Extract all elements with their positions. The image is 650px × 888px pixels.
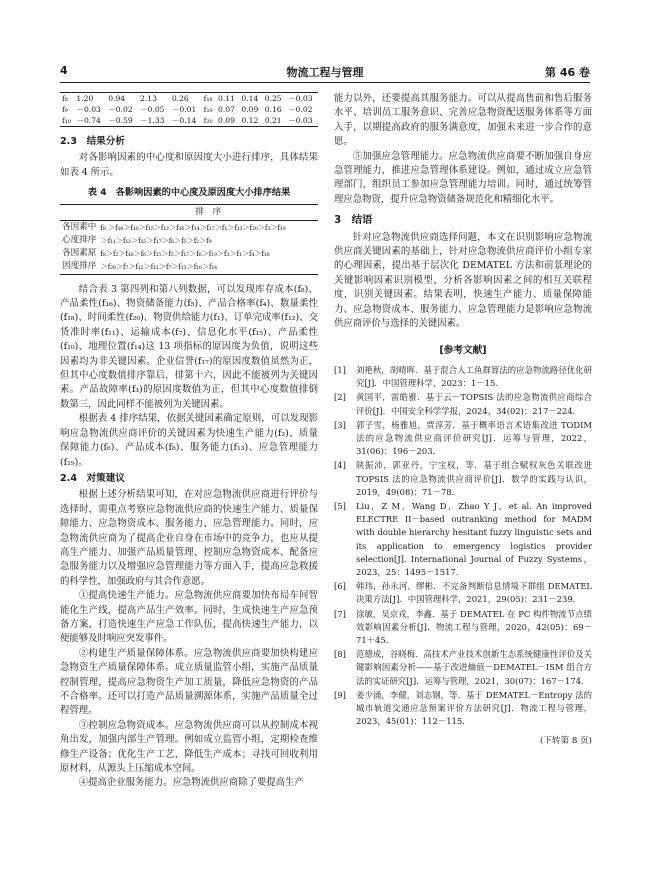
row-label: 各因素原 [62, 248, 97, 259]
reference-item [334, 608, 592, 648]
table-row [60, 93, 318, 105]
table-cell: －1.33 [138, 115, 170, 127]
table-cell: 1.20 [74, 93, 106, 105]
section-3-heading: 3 结语 [334, 214, 373, 227]
table-cell: －0.03 [76, 105, 101, 114]
ranking-sequence: ＞f₁₁＞f₁₂＞f₁₅＞f₁₇＞f₆＞f₅＞f₂＞f₉ [100, 236, 212, 246]
ranking-sequence: ＞f₂₀＞f₇＞f₁₂＞f₁₁＞f₇＞f₁₃＞f₁₀＞f₁₄ [98, 260, 318, 274]
table-cell: 0.14 [239, 93, 262, 105]
table-4-caption: 表 4 各影响因素的中心度及原因度大小排序结果 [87, 187, 291, 199]
table-cell: －0.03 [286, 93, 318, 105]
reference-item [334, 689, 592, 729]
table-cell: －0.59 [106, 115, 138, 127]
left-column [60, 92, 318, 791]
table-cell: 0.94 [106, 93, 138, 105]
row-label: 各因素中 [62, 221, 97, 232]
table-cell: f₉ [62, 105, 68, 114]
reference-number: [1] [334, 364, 346, 375]
paragraph: 根据上述分析结果可知，在对应急物流供应商进行评价与选择时，需重点考察应急物流供应商的快速生产能力、质量保障能力、应急物资成本、服务能力、应急管理能力。同时，应急物流供应商为了提高企业自身在市场中的竞争力，也应从提高生产能力、加强产品质量管理、控制应急物资成本、配备应急服务能力以及增强应急管理能力等方面入手，提高应急救援的科学性，加强政府与其合作意愿。 [60, 489, 318, 587]
reference-number: [2] [334, 392, 346, 403]
section-2-3-heading: 2.3 结果分析 [60, 136, 125, 147]
table-cell: f₈ [60, 93, 74, 105]
reference-item [334, 500, 592, 579]
table-cell: f₁₉ [203, 105, 213, 114]
paragraph: 针对应急物流供应商选择问题，本文在识别影响应急物流供应商关键因素的基础上，针对应急物流供应商评价小组专家的心理因素，提出基于层次化 DEMATEL 方法和前景理论的关键影响因素识别模型，分析各影响因素之间的相互关联程度，识别关键因素。结果表明，快速生产能力、质量保障能力、应急物资成本、服务能力、应急管理能力是影响应急物流供应商评价与选择的关键因素。 [334, 231, 592, 330]
table-cell: －0.02 [288, 105, 313, 114]
reference-item [334, 580, 592, 606]
table-cell: 0.09 [241, 105, 259, 114]
table-cell: 0.09 [216, 115, 239, 127]
reference-text: 范德成，谷晓梅．高技术产业技术创新生态系统健康性评价及关键影响因素分析——基于改进熵值－DEMATEL－ISM 组合方法的实证研究[J]．运筹与管理，2021，30(07)：167－174． [356, 649, 592, 686]
reference-text: 刘艳秋，胡晴晖．基于混合人工鱼群算法的应急物流路径优化研究[J]．中国管理科学，2023：1－15． [356, 364, 592, 389]
table-cell: －0.01 [171, 105, 197, 114]
reference-number: [8] [334, 649, 346, 660]
ranking-sequence: f₈ ＞f₁₆＞f₁₀＞f₁₅＞f₁₂＞f₁₆＞f₁₄＞f₁₇＞f₁＞f₁₃＞f₂₀＞f₃＞f₁₉ [100, 222, 286, 232]
reference-text: 徐敏，吴京戎，李鑫．基于 DEMATEL 在 PC 构件物流节点绩效影响因素分析[J]．物流工程与管理，2020，42(05)：69－71＋45． [356, 608, 592, 645]
reference-list [334, 364, 592, 728]
table-header: 排 序 [98, 204, 318, 220]
reference-item [334, 364, 592, 390]
table-cell: f₂₀ [202, 115, 216, 127]
reference-item [334, 459, 592, 499]
paragraph: 结合表 3 第四列和第八列数据，可以发现库存成本(f₈)、产品柔性(f₁₆)、物资储备能力(f₅)、产品合格率(f₄)、数量柔性(f₁₈)、时间柔性(f₂₀)、物资供给能力(f₁)、订单完成率(f₁₂)、交货准时率(f₁₁)、运输成本(f₇)、信息化水平(f₁₅)、产品柔性(f₁₀)、地理位置(f₁₄)这 13 项指标的原因度为负值，说明这些因素均为非关键因素。企业信誉(f₁₇)的原因度数值虽然为正，但其中心度数值排序靠后，排第十六，因此不能被列为关键因素。产品故障率(f₃)的原因度数值为正，但其中心度数值排倒数第三，因此同样不能被列为关键因素。 [60, 283, 318, 410]
paragraph: 对各影响因素的中心度和原因度大小进行排序，具体结果如表 4 所示。 [60, 152, 318, 178]
reference-text: 姜少涌，李健，刘志钢，等．基于 DEMATEL－Entropy 法的城市轨道交通应急预案评价方法研究[J]．物流工程与管理，2023，45(01)：112－115． [356, 689, 592, 727]
reference-number: [9] [334, 689, 346, 700]
reference-number: [4] [334, 460, 346, 471]
reference-item [334, 391, 592, 417]
reference-number: [6] [334, 581, 346, 592]
paragraph: 根据表 4 排序结果，依据关键因素确定原则，可以发现影响应急物流供应商评价的关键因素为快速生产能力(f₂)、质量保障能力(f₆)、产品成本(f₈)、服务能力(f₁₃)、应急管理能力(f₁₉)。 [60, 413, 318, 468]
reference-item [334, 419, 592, 459]
table-cell: 0.26 [170, 93, 202, 105]
table-cell: 2.13 [138, 93, 170, 105]
ranking-sequence: f₈＞f₂＞f₁₆＞f₆＞f₁₅＞f₅＞f₁₇＞f₆＞f₁₉＞f₃＞f₁＞f₄＞f₁₈ [100, 249, 270, 259]
reference-text: 黄国平，雷皓雅．基于云－TOPSIS 法的应急物流供应商综合评价[J]．中国安全科学学报，2024，34(02)：217－224． [356, 392, 592, 416]
paragraph: ①提高快速生产能力。应急物流供应商要加快布局车间智能化生产线，提高产品生产效率。同时，生成快速生产应急预备方案，打造快速生产应急工作队伍，提高快速生产能力，以便能够及时响应突发事件。 [60, 590, 318, 645]
table-cell: －0.14 [170, 115, 202, 127]
reference-number: [3] [334, 419, 346, 430]
reference-text: Liu，Z M，Wang D，Zhao Y J，et al. An improved ELECTRE II－based outranking method for MADM with double hierarchy hesitant fuzzy linguistic sets and its application to emergency logistics provider selection[J]. International Journal of Fuzzy Systems，2023，25：1495－1517. [356, 500, 592, 577]
paragraph: ③控制应急物资成本。应急物流供应商可以从控制成本视角出发，加强内部生产管理。例如成立监管小组，定期检查维修生产设备；优化生产工艺，降低生产成本；寻找可回收利用原材料，从源头上压缩成本空间。 [60, 719, 318, 775]
reference-number: [7] [334, 608, 346, 619]
row-label: 心度排序 [62, 235, 97, 246]
paragraph: ④提高企业服务能力。应急物流供应商除了要提高生产 [78, 777, 304, 789]
ranking-table [60, 204, 318, 275]
page-header [60, 60, 590, 83]
reference-text: 韩玮，孙永河，缪彬．不完备判断信息情境下群组 DEMATEL 决策方法[J]．中国管理科学，2021，29(05)：231－239． [356, 581, 592, 605]
page-number: 4 [60, 64, 68, 77]
reference-item [334, 648, 592, 688]
table-cell: f₁₀ [60, 115, 74, 127]
section-2-4-heading: 2.4 对策建议 [60, 472, 125, 484]
table-cell: －0.74 [74, 115, 106, 127]
table-cell: －0.05 [140, 105, 165, 114]
reference-text: 郭子雪，杨雅旭，贾淳芳．基于概率语言术语集改进 TODIM 法的应急物流供应商评价研究[J]．运筹与管理，2022，31(06)：196－203． [356, 419, 592, 457]
row-label: 因度排序 [60, 260, 98, 274]
reference-text: 陕振沛，郭亚丹，宁宝权，等．基于组合赋权灰色关联改进 TOPSIS 法的应急物流供应商评价[J]．数学的实践与认识，2019，49(08)：71－78． [356, 460, 592, 497]
table-cell: 0.25 [263, 93, 286, 105]
paragraph: 能力以外，还要提高其服务能力。可以从提高售前和售后服务水平、培训员工服务意识、完善应急物资配送服务体系等方面入手，以期提高政府的服务满意度，加强未来进一步合作的意愿。 [334, 93, 592, 148]
journal-name: 物流工程与管理 [286, 66, 364, 79]
table-cell: 0.21 [263, 115, 286, 127]
table-cell: 0.07 [218, 105, 235, 114]
continued-note: (下转第 8 页) [539, 736, 592, 747]
table-cell: 0.11 [216, 93, 239, 105]
paragraph: ②构建生产质量保障体系。应急物流供应商要加快构建应急物资生产质量保障体系。成立质量监管小组，实施产品质量控制管理，提高应急物资生产加工质量，降低应急物资的产品不合格率。还可以打造产品质量溯源体系，实施产品质量全过程管理。 [60, 647, 318, 717]
table-cell: f₁₈ [202, 93, 216, 105]
table-row [60, 104, 318, 115]
table-cell: －0.02 [108, 105, 133, 114]
table-row [60, 115, 318, 127]
table-cell: －0.03 [286, 115, 318, 127]
paragraph: ⑤加强应急管理能力。应急物流供应商要不断加强自身应急管理能力，推进应急管理体系建设。例如，通过成立应急管理部门，组织员工参加应急管理能力培训。同时，通过统筹管理应急物资，提升应急物资储备规范化和精细化水平。 [334, 150, 592, 205]
table-cell: 0.12 [239, 115, 262, 127]
table-cell: 0.16 [264, 105, 282, 114]
right-column [334, 92, 592, 749]
volume-label: 第 46 卷 [545, 66, 590, 79]
references-title: [参考文献] [439, 344, 487, 356]
reference-number: [5] [334, 500, 346, 511]
continued-data-table [60, 92, 318, 127]
